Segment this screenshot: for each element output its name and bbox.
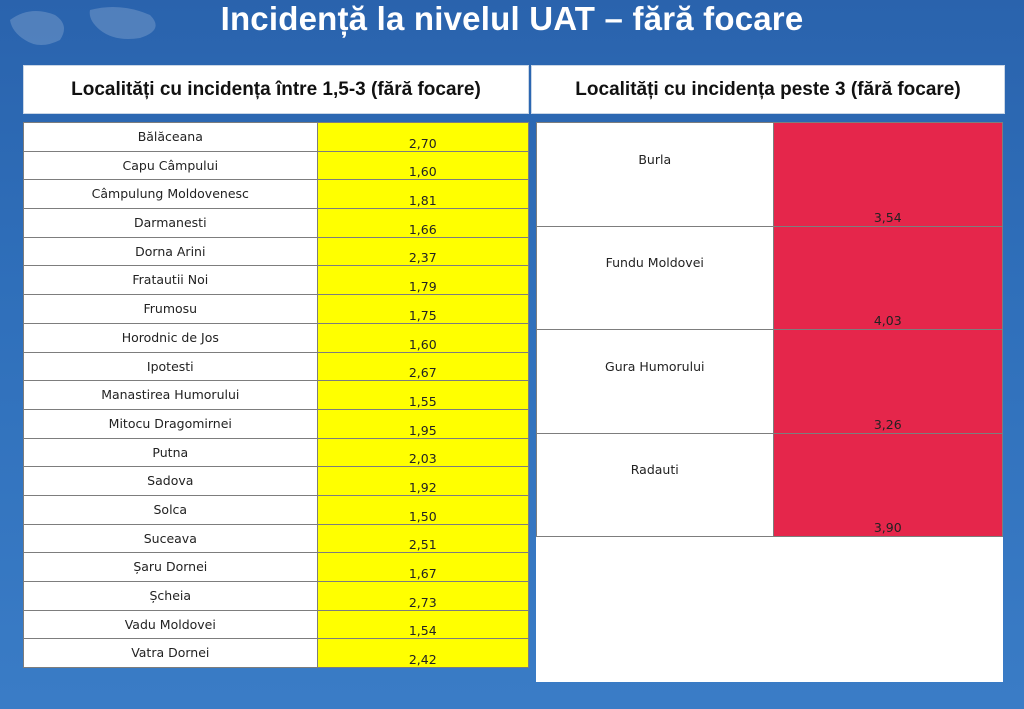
incidence-value: 1,75 — [317, 295, 528, 324]
table-row — [24, 381, 529, 410]
locality-name: Sadova — [24, 467, 318, 496]
locality-name: Suceava — [24, 524, 318, 553]
incidence-value: 2,03 — [317, 438, 528, 467]
incidence-value: 2,73 — [317, 582, 528, 611]
table-row — [537, 330, 1003, 434]
table-row — [24, 438, 529, 467]
incidence-value: 2,37 — [317, 237, 528, 266]
locality-name: Câmpulung Moldovenesc — [24, 180, 318, 209]
table-row — [24, 209, 529, 238]
table-row — [24, 553, 529, 582]
locality-name: Fratautii Noi — [24, 266, 318, 295]
incidence-value: 2,51 — [317, 524, 528, 553]
incidence-value: 1,54 — [317, 610, 528, 639]
locality-name: Dorna Arini — [24, 237, 318, 266]
table-row — [24, 409, 529, 438]
locality-name: Mitocu Dragomirnei — [24, 409, 318, 438]
incidence-value: 3,26 — [773, 330, 1003, 434]
incidence-value: 3,54 — [773, 123, 1003, 227]
incidence-value: 2,70 — [317, 123, 528, 152]
table-row — [24, 266, 529, 295]
locality-name: Horodnic de Jos — [24, 323, 318, 352]
incidence-value: 1,67 — [317, 553, 528, 582]
locality-name: Frumosu — [24, 295, 318, 324]
table-row — [24, 352, 529, 381]
table-row — [537, 123, 1003, 227]
table-row — [24, 610, 529, 639]
incidence-value: 3,90 — [773, 433, 1003, 537]
table-row — [537, 433, 1003, 537]
locality-name: Ipotesti — [24, 352, 318, 381]
table-row — [24, 180, 529, 209]
table-row — [24, 524, 529, 553]
incidence-value: 1,60 — [317, 323, 528, 352]
table-row — [24, 151, 529, 180]
locality-name: Gura Humorului — [537, 330, 774, 434]
locality-name: Solca — [24, 495, 318, 524]
table-row — [24, 495, 529, 524]
table-row — [24, 123, 529, 152]
table-row — [24, 295, 529, 324]
locality-name: Radauti — [537, 433, 774, 537]
right-table-header: Localități cu incidența peste 3 (fără focare) — [531, 65, 1005, 114]
incidence-value: 2,42 — [317, 639, 528, 668]
locality-name: Fundu Moldovei — [537, 226, 774, 330]
incidence-value: 1,81 — [317, 180, 528, 209]
incidence-value: 1,60 — [317, 151, 528, 180]
incidence-value: 1,55 — [317, 381, 528, 410]
table-row — [24, 639, 529, 668]
locality-name: Șaru Dornei — [24, 553, 318, 582]
locality-name: Burla — [537, 123, 774, 227]
locality-name: Vadu Moldovei — [24, 610, 318, 639]
low-incidence-table — [23, 122, 529, 668]
incidence-value: 1,50 — [317, 495, 528, 524]
locality-name: Manastirea Humorului — [24, 381, 318, 410]
locality-name: Șcheia — [24, 582, 318, 611]
left-table-header: Localități cu incidența între 1,5-3 (fără focare) — [23, 65, 529, 114]
locality-name: Vatra Dornei — [24, 639, 318, 668]
locality-name: Putna — [24, 438, 318, 467]
high-incidence-table — [536, 122, 1003, 537]
incidence-value: 2,67 — [317, 352, 528, 381]
table-row — [24, 237, 529, 266]
incidence-value: 1,79 — [317, 266, 528, 295]
table-row — [24, 467, 529, 496]
locality-name: Bălăceana — [24, 123, 318, 152]
table-row — [537, 226, 1003, 330]
incidence-value: 4,03 — [773, 226, 1003, 330]
incidence-value: 1,92 — [317, 467, 528, 496]
incidence-value: 1,66 — [317, 209, 528, 238]
locality-name: Darmanesti — [24, 209, 318, 238]
table-row — [24, 323, 529, 352]
incidence-value: 1,95 — [317, 409, 528, 438]
locality-name: Capu Câmpului — [24, 151, 318, 180]
table-row — [24, 582, 529, 611]
page-title: Incidență la nivelul UAT – fără focare — [220, 0, 804, 37]
